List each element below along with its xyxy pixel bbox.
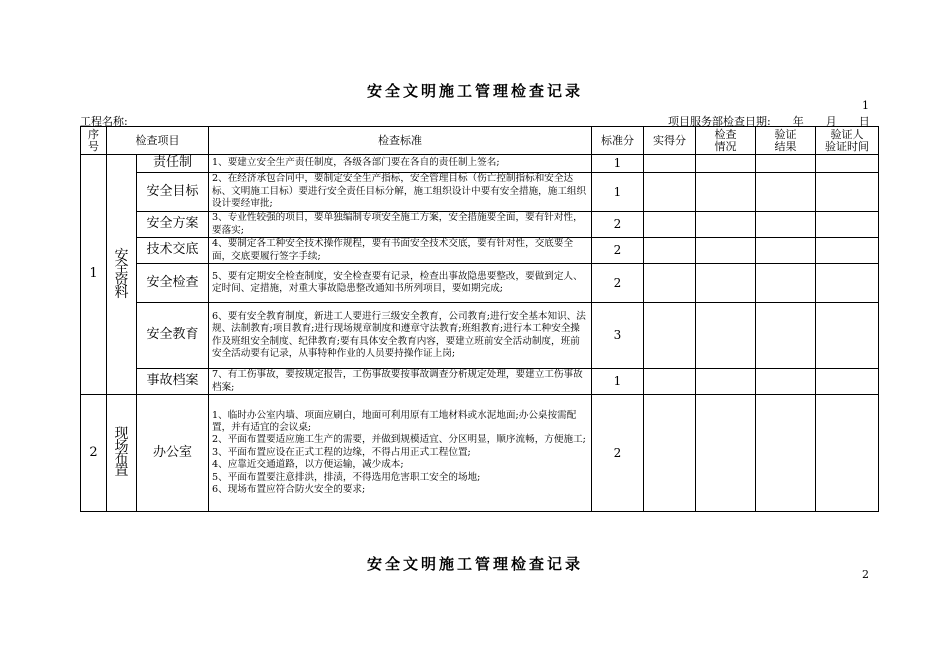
check-status-cell[interactable] <box>696 155 756 173</box>
page-number: 1 <box>862 99 869 112</box>
verify-result-cell[interactable] <box>756 395 816 512</box>
item-name: 责任制 <box>137 155 209 173</box>
actual-score-cell[interactable] <box>644 212 696 238</box>
table-row <box>81 395 879 512</box>
header-std-score: 标准分 <box>592 127 644 155</box>
standard-score: 1 <box>592 155 644 173</box>
item-standard: 1、临时办公室内墙、项面应刷白，地面可利用原有工地材料或水泥地面;办公桌按需配置，并有适宜的会议桌; 2、平面布置要适应施工生产的需要，并做到规模适宜、分区明显，顺序流畅，方便施工; 3、平面布置应设在正式工程的边缘，不得占用正式工程位置; 4、应靠近交通道路，以方便运输，减少成本; 5、平面布置要注意排洪，排渍，不得选用危害职工安全的场地; 6、现场布置应符合防火安全的要求; <box>209 395 592 512</box>
item-standard: 2、在经济承包合同中，要制定安全生产指标，安全管理目标（伤亡控制指标和安全达标、文明施工目标）要进行安全责任目标分解，施工组织设计中要有安全措施，施工组织设计要经审批; <box>209 173 592 212</box>
standard-score: 2 <box>592 395 644 512</box>
check-status-cell[interactable] <box>696 369 756 395</box>
header-row <box>81 127 879 155</box>
header-item: 检查项目 <box>107 127 209 155</box>
check-status-cell[interactable] <box>696 238 756 264</box>
item-name: 安全教育 <box>137 303 209 369</box>
table-row <box>81 238 879 264</box>
header-standard: 检查标准 <box>209 127 592 155</box>
verifier-cell[interactable] <box>816 155 879 173</box>
section-seq: 1 <box>81 155 107 395</box>
actual-score-cell[interactable] <box>644 173 696 212</box>
verify-result-cell[interactable] <box>756 173 816 212</box>
verify-result-cell[interactable] <box>756 212 816 238</box>
item-name: 安全目标 <box>137 173 209 212</box>
verifier-cell[interactable] <box>816 173 879 212</box>
verifier-cell[interactable] <box>816 303 879 369</box>
actual-score-cell[interactable] <box>644 155 696 173</box>
verifier-cell[interactable] <box>816 369 879 395</box>
standard-score: 2 <box>592 264 644 303</box>
item-standard: 5、要有定期安全检查制度，安全检查要有记录，检查出事故隐患要整改，要做到定人、定时间、定措施，对重大事故隐患整改通知书所列项目，要如期完成; <box>209 264 592 303</box>
section-category: 现 场 布 置 <box>107 395 137 512</box>
standard-score: 3 <box>592 303 644 369</box>
table-row <box>81 369 879 395</box>
table-row <box>81 212 879 238</box>
item-standard: 1、要建立安全生产责任制度，各级各部门要在各自的责任制上签名; <box>209 155 592 173</box>
item-name: 安全检查 <box>137 264 209 303</box>
actual-score-cell[interactable] <box>644 303 696 369</box>
actual-score-cell[interactable] <box>644 395 696 512</box>
header-verify-result: 验证 结果 <box>756 127 816 155</box>
item-name: 安全方案 <box>137 212 209 238</box>
item-standard: 7、有工伤事故，要按规定报告，工伤事故要按事故调查分析规定处理，要建立工伤事故档案; <box>209 369 592 395</box>
header-verifier: 验证人 验证时间 <box>816 127 879 155</box>
verify-result-cell[interactable] <box>756 264 816 303</box>
section-seq: 2 <box>81 395 107 512</box>
header-check-status: 检查 情况 <box>696 127 756 155</box>
inspection-table <box>80 126 879 512</box>
verify-result-cell[interactable] <box>756 238 816 264</box>
standard-score: 1 <box>592 369 644 395</box>
table-row <box>81 173 879 212</box>
item-standard: 3、专业性较强的项目，要单独编制专项安全施工方案，安全措施要全面，要有针对性，要落实; <box>209 212 592 238</box>
item-name: 技术交底 <box>137 238 209 264</box>
verifier-cell[interactable] <box>816 264 879 303</box>
header-seq: 序 号 <box>81 127 107 155</box>
table-row <box>81 155 879 173</box>
header-actual-score: 实得分 <box>644 127 696 155</box>
verifier-cell[interactable] <box>816 395 879 512</box>
section-category: 安 全 资 料 <box>107 155 137 395</box>
actual-score-cell[interactable] <box>644 238 696 264</box>
standard-score: 2 <box>592 212 644 238</box>
inspection-date-label: 项目服务部检查日期: 年 月 日 <box>668 115 870 128</box>
table-row <box>81 264 879 303</box>
check-status-cell[interactable] <box>696 264 756 303</box>
verifier-cell[interactable] <box>816 212 879 238</box>
document-title: 安全文明施工管理检查记录 <box>366 82 583 100</box>
verify-result-cell[interactable] <box>756 303 816 369</box>
actual-score-cell[interactable] <box>644 369 696 395</box>
item-name: 办公室 <box>137 395 209 512</box>
standard-score: 2 <box>592 238 644 264</box>
standard-score: 1 <box>592 173 644 212</box>
item-name: 事故档案 <box>137 369 209 395</box>
item-standard: 6、要有安全教育制度，新进工人要进行三级安全教育，公司教育;进行安全基本知识、法规、法制教育;项目教育;进行现场规章制度和遵章守法教育;班组教育;进行本工种安全操作及班组安全制度、纪律教育;要有具体安全教育内容，要建立班前安全活动制度，班前安全活动要有记录，从事特种作业的人员要持操作证上岗; <box>209 303 592 369</box>
verifier-cell[interactable] <box>816 238 879 264</box>
document-title-page-2: 安全文明施工管理检查记录 <box>366 555 583 573</box>
verify-result-cell[interactable] <box>756 155 816 173</box>
page-number-2: 2 <box>862 568 869 581</box>
table-row <box>81 303 879 369</box>
check-status-cell[interactable] <box>696 395 756 512</box>
check-status-cell[interactable] <box>696 303 756 369</box>
actual-score-cell[interactable] <box>644 264 696 303</box>
check-status-cell[interactable] <box>696 173 756 212</box>
project-name-label: 工程名称: <box>80 115 128 128</box>
check-status-cell[interactable] <box>696 212 756 238</box>
item-standard: 4、要制定各工种安全技术操作规程，要有书面安全技术交底，要有针对性，交底要全面，交底要履行签字手续; <box>209 238 592 264</box>
verify-result-cell[interactable] <box>756 369 816 395</box>
